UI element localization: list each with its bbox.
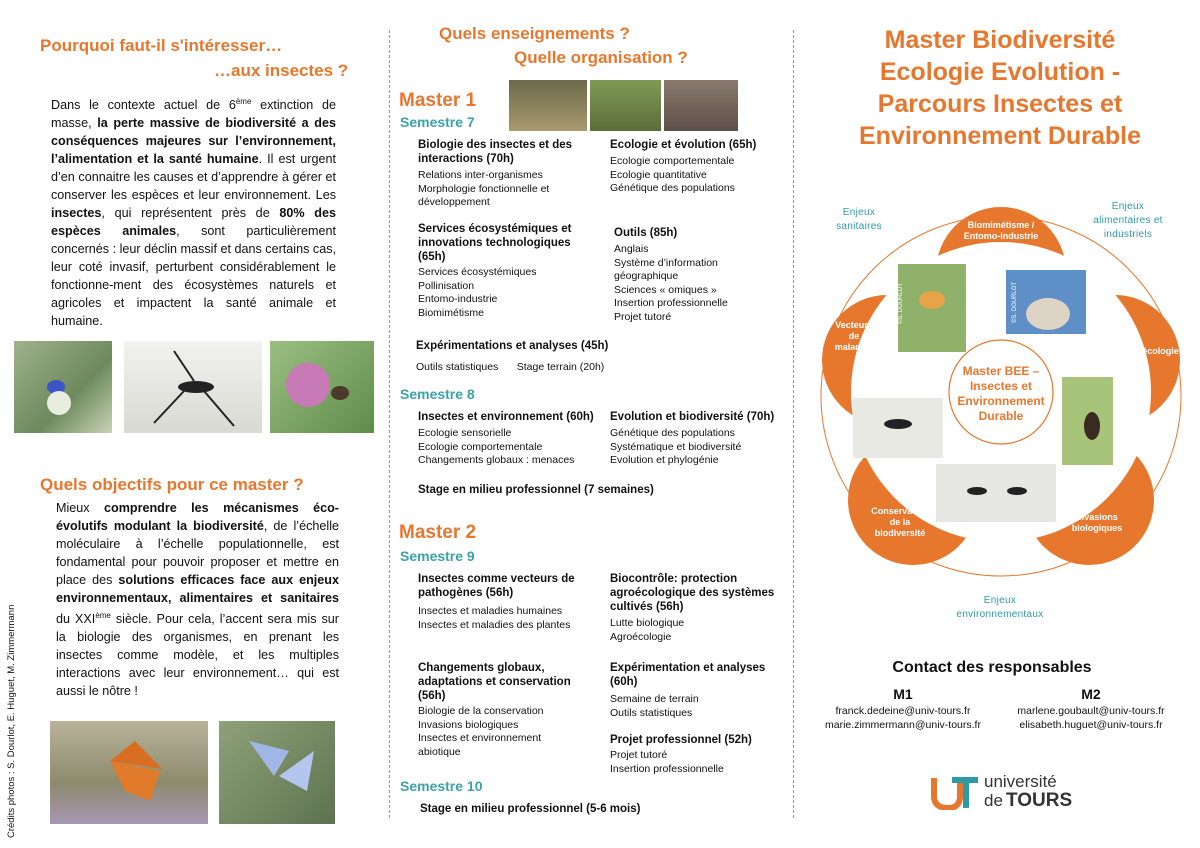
course-item: Insectes et maladies humaines [418,605,563,617]
course-item: Biomimétisme [418,306,484,319]
course-item: Systématique et biodiversité [610,440,742,453]
course-item: Semaine de terrain [610,693,699,705]
photo-credit-ladybird: ©S. DOURLOT [898,282,904,324]
course-item: Génétique des populations [610,427,735,439]
course-item: Système d’information géographique [614,256,718,282]
course-item: Projet tutoré [610,749,668,761]
diagram-center-label: Master BEE – Insectes et Environnement Durable [957,364,1045,423]
photo-credit-wasp: ©S. DOURLOT [1012,281,1018,323]
course-card [418,138,578,210]
course-title: Insectes comme vecteurs de pathogènes (56h) [418,573,575,599]
contact-m1 [810,686,996,732]
logo-word-tours: TOURS [1006,790,1073,811]
master1-title: Master 1 [399,90,477,111]
course-card [416,339,656,375]
email-link[interactable]: franck.dedeine@univ-tours.fr [835,705,971,717]
photo-bee-on-clover [270,341,374,433]
course-item: Lutte biologique [610,617,685,629]
teaching-heading-line1: Quels enseignements ? [439,24,630,43]
course-title: Insectes et environnement (60h) [418,411,594,423]
photo-fieldwork-2 [590,80,661,131]
email-link[interactable]: elisabeth.huguet@univ-tours.fr [1019,719,1163,731]
course-card [610,572,780,644]
teaching-heading-line2: Quelle organisation ? [514,48,688,67]
email-link[interactable]: marlene.goubault@univ-tours.fr [1017,705,1165,717]
petal-label-agroecology: Agroécologie [1121,346,1179,356]
photo-credits: Crédits photos : S. Dourlot, E. Huguet, M. Zimmermann [6,604,17,838]
photo-blue-butterfly [219,721,335,824]
semester8-internship: Stage en milieu professionnel (7 semaines) [418,484,654,496]
petal-label-invasions: Invasions biologiques [1071,512,1123,533]
course-card [610,410,785,468]
column-divider-right [793,30,794,818]
university-logo-mark [930,774,982,810]
course-title: Projet professionnel (52h) [610,734,752,746]
course-card [418,661,578,759]
course-card [614,226,764,324]
semester10-internship: Stage en milieu professionnel (5-6 mois) [420,803,641,815]
course-item: Génétique des populations [610,182,735,194]
semester9-title: Semestre 9 [400,548,475,564]
logo-word-universite: université [984,772,1057,791]
course-item: Insectes et maladies des plantes [418,618,571,631]
master-title-line: Environnement Durable [859,122,1141,150]
course-title: Ecologie et évolution (65h) [610,139,757,151]
course-item: Services écosystémiques [418,266,537,278]
master2-title: Master 2 [399,522,477,543]
course-item: Ecologie sensorielle [418,427,512,439]
course-item: Anglais [614,243,649,255]
course-item: Projet tutoré [614,310,672,323]
email-link[interactable]: marie.zimmermann@univ-tours.fr [825,719,981,731]
why-insects-heading-line1: Pourquoi faut-il s'intéresser… [40,36,283,55]
course-item: Biologie de la conservation [418,705,544,717]
course-item: Entomo-industrie [418,293,498,305]
course-item: Ecologie comportementale [610,155,735,167]
photo-copper-butterfly [50,721,208,824]
course-card [418,410,608,468]
objectives-heading: Quels objectifs pour ce master ? [40,475,304,494]
course-title: Expérimentation et analyses (60h) [610,662,766,688]
course-item: Pollinisation [418,279,475,292]
course-item: Agroécologie [610,630,672,643]
why-insects-paragraph: Dans le contexte actuel de 6ème extinction de masse, la perte massive de biodiversité a des conséquences majeures sur l’environnement, l’alimentation et la santé humaine. Il est urgent d’en connaitre les causes et d’apprendre à gérer et conserver les espèces et leur environnement. Les insectes, qui représentent près de 80% des espèces animales, sont particulièrement concernés : leur déclin massif et dans certains cas, leur coté invasif, perturbent considérablement le fonctionne-ment des écosystèmes naturels et agricoles et impactent la santé animale et humaine. [51,97,337,329]
logo-word-de: de [984,791,1003,810]
master-title-line: Master Biodiversité [884,26,1116,54]
master-title-line: Ecologie Evolution - [879,58,1121,86]
course-item: Outils statistiques [416,361,499,373]
contact-m2-label: M2 [1081,686,1101,702]
photo-fieldwork-3 [664,80,738,131]
course-card [418,222,578,320]
course-title: Biocontrôle: protection agroécologique des systèmes cultivés (56h) [610,573,775,613]
objectives-paragraph: Mieux comprendre les mécanismes éco-évolutifs modulant la biodiversité, de l’échelle moléculaire à l’échelle populationnelle, est fondamental pour pouvoir proposer et mettre en place des solutions efficaces face aux enjeux environnementaux, alimentaires et sanitaires du XXIème siècle. Pour cela, l’accent sera mis sur la biologie des organismes, en prenant les insectes comme modèle, et les multiples interactions avec leur environnement… qui est aussi le nôtre ! [56,501,340,699]
semester10-title: Semestre 10 [400,778,483,794]
course-item: Stage terrain (20h) [516,361,605,373]
course-item: Ecologie comportementale [418,440,543,453]
course-title: Changements globaux, adaptations et conservation (56h) [418,662,571,702]
course-item: Ecologie quantitative [610,168,707,181]
photo-ants [936,464,1056,522]
course-item: Insertion professionnelle [614,297,728,309]
contact-m1-label: M1 [893,686,913,702]
course-card [610,138,770,196]
course-item: Changements globaux : menaces [418,454,575,466]
column-divider-left [389,30,390,818]
enjeux-sanitary-label: Enjeux sanitaires [836,207,882,232]
course-title: Expérimentations et analyses (45h) [416,340,609,352]
contact-heading: Contact des responsables [892,659,1092,676]
course-item: Sciences « omiques » [614,283,717,296]
why-insects-heading-line2: …aux insectes ? [214,61,349,80]
master-title-line: Parcours Insectes et [877,90,1123,118]
course-item: Insertion professionnelle [610,762,724,775]
course-title: Services écosystémiques et innovations technologiques (65h) [418,223,572,263]
course-item: Invasions biologiques [418,718,519,731]
course-item: Relations inter-organismes [418,169,543,181]
contact-m2 [996,686,1186,732]
course-card [610,661,780,720]
course-title: Evolution et biodiversité (70h) [610,411,775,423]
course-card [610,733,780,776]
course-item: Morphologie fonctionnelle et développement [418,182,550,208]
master-title [800,24,1200,152]
course-title: Biologie des insectes et des interactions (70h) [418,139,573,165]
university-logo [930,772,1080,812]
petal-label-biomimetism: Biomimétisme / Entomo-industrie [963,220,1039,241]
course-item: Outils statistiques [610,706,693,719]
petal-label-conservation: Conservation de la biodiversité [871,506,929,538]
photo-fieldwork-1 [509,80,587,131]
enjeux-environment-label: Enjeux environnementaux [956,595,1044,620]
semester8-title: Semestre 8 [400,386,475,402]
course-item: Insectes et environnement abiotique [418,732,542,758]
photo-mosquito [124,341,262,433]
petal-label-vectors: Vecteurs de maladies [834,320,874,352]
semester7-title: Semestre 7 [400,114,475,130]
photo-bee-on-flower [14,341,112,433]
course-card [418,572,578,632]
enjeux-food-industry-label: Enjeux alimentaires et industriels [1093,201,1163,240]
course-item: Evolution et phylogénie [610,454,719,466]
course-title: Outils (85h) [614,227,678,239]
